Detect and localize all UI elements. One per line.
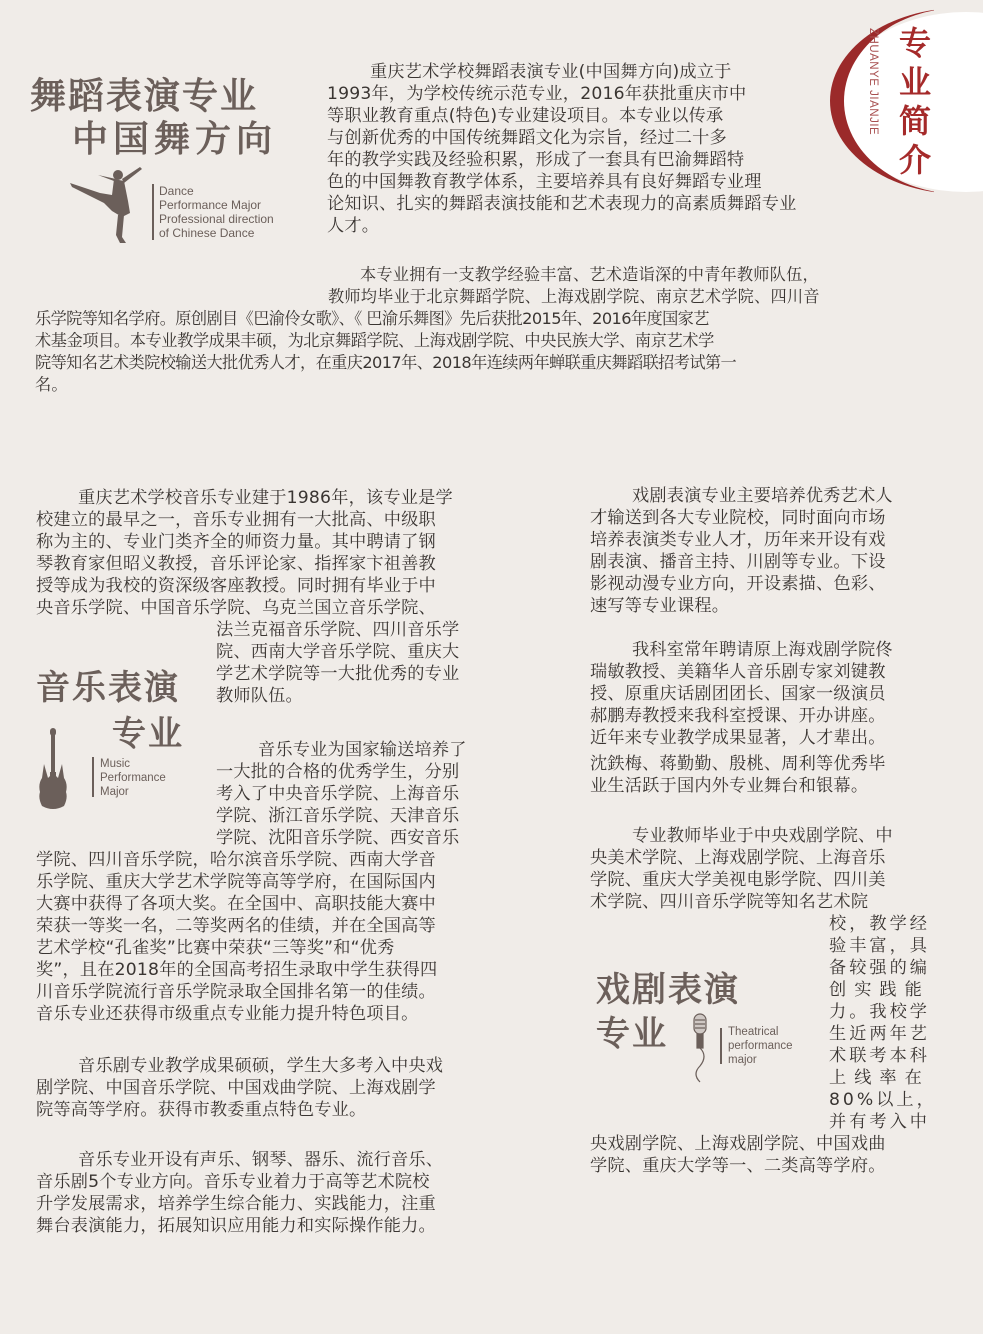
- badge-title: [895, 24, 935, 180]
- badge-char: 简: [898, 102, 931, 140]
- text-line: 并有考入中: [829, 1112, 930, 1132]
- text-line: 一大批的合格的优秀学生，分别: [216, 762, 460, 782]
- drama-title-line1: 戏剧表演: [596, 970, 740, 1010]
- text-line: 院、西南大学音乐学院、重庆大: [216, 642, 460, 662]
- text-line: 上线率在: [829, 1068, 930, 1088]
- en-label-line: Major: [100, 786, 129, 798]
- text-line: 法兰克福音乐学院、四川音乐学: [216, 620, 460, 640]
- text-line: 重庆艺术学校舞蹈表演专业(中国舞方向)成立于: [370, 62, 732, 82]
- text-line: 央音乐学院、中国音乐学院、乌克兰国立音乐学院、: [36, 598, 436, 618]
- text-line: 名。: [35, 375, 68, 394]
- drama-title-line2: 专业: [596, 1014, 668, 1054]
- text-line: 央戏剧学院、上海戏剧学院、中国戏曲: [590, 1134, 886, 1154]
- text-line: 乐学院、重庆大学艺术学院等高等学府，在国际国内: [36, 872, 436, 892]
- text-line: 力。我校学: [829, 1002, 930, 1022]
- en-label-line: Performance: [100, 772, 166, 784]
- text-line: 校建立的最早之一，音乐专业拥有一大批高、中级职: [36, 510, 436, 530]
- text-line: 本专业拥有一支教学经验丰富、艺术造诣深的中青年教师队伍，: [360, 265, 819, 284]
- text-line: 术学院、四川音乐学院等知名艺术院: [590, 892, 869, 912]
- badge-char: 业: [898, 63, 931, 101]
- text-line: 大赛中获得了各项大奖。在全国中、高职技能大赛中: [36, 894, 436, 914]
- text-line: 学院、浙江音乐学院、天津音乐: [216, 806, 460, 826]
- text-line: 才输送到各大专业院校，同时面向市场: [590, 508, 886, 528]
- music-english-label: [100, 757, 166, 799]
- text-line: 考入了中央音乐学院、上海音乐: [216, 784, 460, 804]
- text-line: 色的中国舞教育教学体系，主要培养具有良好舞蹈专业理: [327, 172, 762, 192]
- electric-guitar-icon: [38, 728, 68, 810]
- text-line: 戏剧表演专业主要培养优秀艺术人: [632, 486, 893, 506]
- badge-pinyin: ZHUANYE JIANJIE: [867, 28, 879, 136]
- text-line: 院等知名艺术类院校输送大批优秀人才，在重庆2017年、2018年连续两年蝉联重庆舞蹈联招考试第一: [35, 353, 737, 372]
- text-line: 川音乐学院流行音乐学院录取全国排名第一的佳绩。: [36, 982, 436, 1002]
- text-line: 教师队伍。: [216, 686, 303, 706]
- badge-char: 专: [898, 24, 931, 62]
- text-line: 剧表演、播音主持、川剧等专业。下设: [590, 552, 886, 572]
- drama-english-label: [728, 1025, 793, 1067]
- text-line: 学院、重庆大学等一、二类高等学府。: [590, 1156, 886, 1176]
- drama-label-divider: [720, 1028, 722, 1064]
- text-line: 剧学院、中国音乐学院、中国戏曲学院、上海戏剧学: [36, 1078, 436, 1098]
- text-line: 生近两年艺: [829, 1024, 930, 1044]
- text-line: 央美术学院、上海戏剧学院、上海音乐: [590, 848, 886, 868]
- text-line: 与创新优秀的中国传统舞蹈文化为宗旨，经过二十多: [327, 128, 727, 148]
- text-line: 音乐剧专业教学成果硕硕，学生大多考入中央戏: [78, 1056, 444, 1076]
- dance-title-line2: 中国舞方向: [72, 119, 278, 160]
- music-title-line1: 音乐表演: [36, 668, 180, 708]
- text-line: 学院、重庆大学美视电影学院、四川美: [590, 870, 886, 890]
- text-line: 舞台表演能力，拓展知识应用能力和实际操作能力。: [36, 1216, 436, 1236]
- en-label-line: major: [728, 1054, 757, 1066]
- text-line: 重庆艺术学校音乐专业建于1986年，该专业是学: [78, 488, 453, 508]
- text-line: 1993年，为学校传统示范专业，2016年获批重庆市中: [327, 84, 747, 104]
- en-label-line: Professional direction: [159, 212, 274, 226]
- en-label-line: Music: [100, 758, 131, 770]
- text-line: 郝鹏寿教授来我科室授课、开办讲座。: [590, 706, 886, 726]
- text-line: 校，教学经: [829, 914, 930, 934]
- text-line: 称为主的、专业门类齐全的师资力量。其中聘请了钢: [36, 532, 436, 552]
- text-line: 学院、四川音乐学院，哈尔滨音乐学院、西南大学音: [36, 850, 436, 870]
- microphone-icon: [686, 1012, 716, 1084]
- text-line: 培养表演类专业人才，历年来开设有戏: [590, 530, 886, 550]
- dance-english-label: [159, 184, 274, 240]
- en-label-line: performance: [728, 1040, 793, 1052]
- dance-title-line1: 舞蹈表演专业: [30, 76, 259, 117]
- text-line: 验丰富，具: [829, 936, 930, 956]
- text-line: 影视动漫专业方向，开设素描、色彩、: [590, 574, 886, 594]
- text-line: 术基金项目。本专业教学成果丰硕，为北京舞蹈学院、上海戏剧学院、中央民族大学、南京艺术学: [35, 331, 714, 350]
- text-line: 业生活跃于国内外专业舞台和银幕。: [590, 776, 869, 796]
- text-line: 80%以上，: [829, 1090, 937, 1110]
- text-line: 授等成为我校的资深级客座教授。同时拥有毕业于中: [36, 576, 436, 596]
- text-line: 荣获一等奖一名，二等奖两名的佳绩，并在全国高等: [36, 916, 436, 936]
- en-label-line: Theatrical: [728, 1026, 779, 1038]
- text-line: 院等高等学府。获得市教委重点特色专业。: [36, 1100, 367, 1120]
- text-line: 我科室常年聘请原上海戏剧学院佟: [632, 640, 893, 660]
- text-line: 音乐剧5个专业方向。音乐专业着力于高等艺术院校: [36, 1172, 430, 1192]
- text-line: 人才。: [327, 216, 380, 236]
- text-line: 升学发展需求，培养学生综合能力、实践能力，注重: [36, 1194, 436, 1214]
- en-label-line: Dance: [159, 184, 194, 198]
- text-line: 音乐专业开设有声乐、钢琴、器乐、流行音乐、: [78, 1150, 444, 1170]
- text-line: 年的教学实践及经验积累，形成了一套具有巴渝舞蹈特: [327, 150, 745, 170]
- text-line: 授、原重庆话剧团团长、国家一级演员: [590, 684, 886, 704]
- text-line: 奖”，且在2018年的全国高考招生录取中学生获得四: [36, 960, 438, 980]
- text-line: 备较强的编: [829, 958, 930, 978]
- text-line: 术联考本科: [829, 1046, 930, 1066]
- text-line: 创实践能: [829, 980, 930, 1000]
- text-line: 瑞敏教授、美籍华人音乐剧专家刘键教: [590, 662, 886, 682]
- dance-label-divider: [152, 184, 154, 240]
- text-line: 近年来专业教学成果显著，人才辈出。: [590, 728, 886, 748]
- text-line: 艺术学校“孔雀奖”比赛中荣获“三等奖”和“优秀: [36, 938, 395, 958]
- en-label-line: Performance Major: [159, 198, 262, 212]
- music-label-divider: [92, 757, 94, 797]
- text-line: 教师均毕业于北京舞蹈学院、上海戏剧学院、南京艺术学院、四川音: [328, 287, 820, 306]
- text-line: 音乐专业为国家输送培养了: [258, 740, 467, 760]
- text-line: 音乐专业还获得市级重点专业能力提升特色项目。: [36, 1004, 419, 1024]
- text-line: 论知识、扎实的舞蹈表演技能和艺术表现力的高素质舞蹈专业: [327, 194, 797, 214]
- text-line: 琴教育家但昭义教授，音乐评论家、指挥家卞祖善教: [36, 554, 436, 574]
- text-line: 沈鉄梅、蒋勤勤、殷桃、周利等优秀毕: [590, 754, 886, 774]
- en-label-line: of Chinese Dance: [159, 226, 255, 240]
- ballet-dancer-icon: [68, 165, 153, 245]
- text-line: 学艺术学院等一大批优秀的专业: [216, 664, 460, 684]
- badge-char: 介: [898, 141, 931, 179]
- text-line: 等职业教育重点(特色)专业建设项目。本专业以传承: [327, 106, 724, 126]
- text-line: 速写等专业课程。: [590, 596, 730, 616]
- text-line: 专业教师毕业于中央戏剧学院、中: [632, 826, 893, 846]
- text-line: 学院、沈阳音乐学院、西安音乐: [216, 828, 460, 848]
- music-title-line2: 专业: [112, 714, 184, 754]
- text-line: 乐学院等知名学府。原创剧目《巴渝伶女歌》、《 巴渝乐舞图》先后获批2015年、2016年度国家艺: [35, 309, 709, 328]
